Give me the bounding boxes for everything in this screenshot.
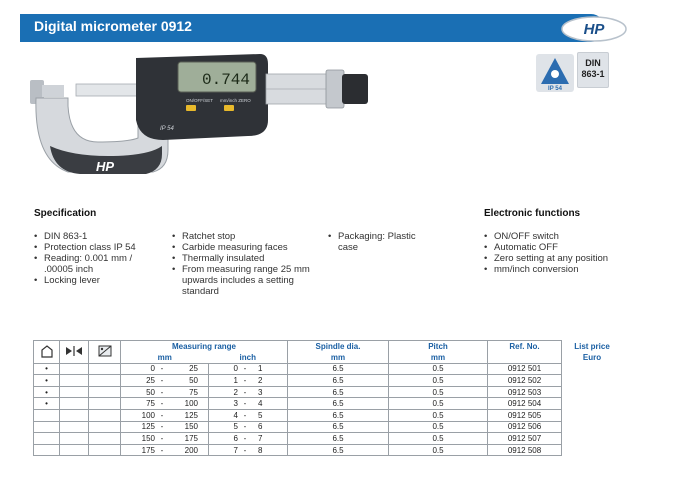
- dash-cell: -: [155, 363, 169, 375]
- pitch-unit: mm: [389, 352, 488, 364]
- price-cell: [562, 375, 623, 387]
- mm-to-cell: 150: [169, 421, 209, 433]
- empty-cell: [89, 444, 121, 456]
- pitch-header: Pitch: [389, 341, 488, 352]
- dash-cell: -: [238, 433, 252, 445]
- inch-from-cell: 5: [209, 421, 239, 433]
- spindle-cell: 6.5: [288, 421, 389, 433]
- empty-cell: [60, 375, 89, 387]
- mm-to-cell: 75: [169, 386, 209, 398]
- table-row: [34, 409, 623, 421]
- list-item: • Reading: 0.001 mm / .00005 inch: [34, 253, 159, 275]
- inch-to-cell: 1: [252, 363, 288, 375]
- btn-right-label: mm/inch ZERO: [220, 98, 251, 103]
- din-badge-line2: 863-1: [581, 69, 605, 79]
- dash-cell: -: [238, 398, 252, 410]
- specification-title: Specification: [34, 208, 97, 219]
- table-row: [34, 433, 623, 445]
- ref-no-cell: 0912 508: [488, 444, 562, 456]
- din-badge: [577, 52, 609, 88]
- header-cell: [89, 341, 121, 364]
- row-mark-cell: [34, 421, 60, 433]
- inch-to-cell: 3: [252, 386, 288, 398]
- mm-from-cell: 50: [121, 386, 156, 398]
- pitch-cell: 0.5: [389, 375, 488, 387]
- table-row: [34, 398, 623, 410]
- empty-cell: [89, 398, 121, 410]
- body-logo-text: HP: [95, 159, 115, 174]
- spindle-unit: mm: [288, 352, 389, 364]
- dash-cell: -: [155, 421, 169, 433]
- table-row: [34, 363, 623, 375]
- spec-list-col3: [328, 231, 438, 253]
- spec-list-col2: [172, 231, 312, 297]
- mm-to-cell: 50: [169, 375, 209, 387]
- price-cell: [562, 363, 623, 375]
- table-subheader-row: [34, 352, 623, 364]
- dash-cell: -: [238, 363, 252, 375]
- ref-header: Ref. No.: [488, 341, 562, 352]
- list-item: • DIN 863-1: [34, 231, 159, 242]
- dash-cell: -: [155, 375, 169, 387]
- ref-no-cell: 0912 502: [488, 375, 562, 387]
- inch-to-cell: 5: [252, 409, 288, 421]
- anvil-spindle-icon: [65, 345, 83, 357]
- empty-cell: [60, 398, 89, 410]
- ref-no-cell: 0912 501: [488, 363, 562, 375]
- mm-from-cell: 125: [121, 421, 156, 433]
- row-mark-cell: •: [34, 375, 60, 387]
- spindle-cell: 6.5: [288, 375, 389, 387]
- dash-cell: -: [155, 409, 169, 421]
- empty-cell: [89, 409, 121, 421]
- mm-from-cell: 175: [121, 444, 156, 456]
- electronic-functions-list: [484, 231, 664, 275]
- inch-to-cell: 8: [252, 444, 288, 456]
- inch-to-cell: 6: [252, 421, 288, 433]
- empty-cell: [89, 386, 121, 398]
- row-mark-cell: •: [34, 398, 60, 410]
- empty-cell: [60, 409, 89, 421]
- list-item: • Thermally insulated: [172, 253, 312, 264]
- mm-from-cell: 75: [121, 398, 156, 410]
- empty-cell: [89, 421, 121, 433]
- empty-cell: [89, 375, 121, 387]
- inch-from-cell: 2: [209, 386, 239, 398]
- dash-cell: -: [155, 398, 169, 410]
- list-item: • Ratchet stop: [172, 231, 312, 242]
- price-cell: [562, 386, 623, 398]
- spindle-cell: 6.5: [288, 444, 389, 456]
- table-row: [34, 375, 623, 387]
- empty-cell: [89, 433, 121, 445]
- inch-from-cell: 3: [209, 398, 239, 410]
- micrometer-image: [28, 50, 373, 185]
- inch-from-cell: 1: [209, 375, 239, 387]
- din-badge-line1: DIN: [585, 58, 601, 68]
- pitch-cell: 0.5: [389, 409, 488, 421]
- carbide-face-icon: [97, 344, 113, 358]
- ip54-badge-icon: [536, 54, 574, 92]
- spec-table: [33, 340, 622, 456]
- spindle-cell: 6.5: [288, 433, 389, 445]
- price-cell: [562, 421, 623, 433]
- list-item: • ON/OFF switch: [484, 231, 664, 242]
- inch-from-cell: 7: [209, 444, 239, 456]
- inch-to-cell: 7: [252, 433, 288, 445]
- row-mark-cell: [34, 433, 60, 445]
- header-cell: [34, 341, 60, 364]
- price-cell: [562, 398, 623, 410]
- price-cell: [562, 444, 623, 456]
- price-cell: [562, 409, 623, 421]
- header-cell: [60, 341, 89, 364]
- mm-to-cell: 100: [169, 398, 209, 410]
- list-item: • Carbide measuring faces: [172, 242, 312, 253]
- list-item: • Packaging: Plastic case: [328, 231, 438, 253]
- price-header: List price: [562, 341, 623, 352]
- dash-cell: -: [238, 444, 252, 456]
- pitch-cell: 0.5: [389, 386, 488, 398]
- spec-list-col1: [34, 231, 159, 286]
- mm-from-cell: 100: [121, 409, 156, 421]
- spindle-cell: 6.5: [288, 386, 389, 398]
- mm-from-cell: 150: [121, 433, 156, 445]
- ref-no-cell: 0912 507: [488, 433, 562, 445]
- mm-from-cell: 0: [121, 363, 156, 375]
- list-item: • Automatic OFF: [484, 242, 664, 253]
- empty-cell: [60, 363, 89, 375]
- mm-to-cell: 200: [169, 444, 209, 456]
- btn-left-label: ON/OFF/SET: [186, 98, 213, 103]
- dash-cell: -: [155, 433, 169, 445]
- dash-cell: -: [238, 386, 252, 398]
- mm-subheader: mm: [121, 352, 209, 364]
- spindle-header: Spindle dia.: [288, 341, 389, 352]
- table-header-row: [34, 341, 623, 352]
- inch-from-cell: 4: [209, 409, 239, 421]
- mm-to-cell: 125: [169, 409, 209, 421]
- inch-subheader: inch: [209, 352, 288, 364]
- pitch-cell: 0.5: [389, 363, 488, 375]
- empty-cell: [60, 433, 89, 445]
- ref-no-cell: 0912 503: [488, 386, 562, 398]
- inch-to-cell: 2: [252, 375, 288, 387]
- lcd-display-value: 0.744: [201, 71, 250, 89]
- pitch-cell: 0.5: [389, 421, 488, 433]
- list-item: • Locking lever: [34, 275, 159, 286]
- row-mark-cell: [34, 409, 60, 421]
- measuring-range-header: Measuring range: [121, 341, 288, 352]
- empty-cell: [60, 444, 89, 456]
- inch-from-cell: 6: [209, 433, 239, 445]
- page-title: Digital micrometer 0912: [34, 18, 192, 34]
- dash-cell: -: [238, 421, 252, 433]
- list-item: • Zero setting at any position: [484, 253, 664, 264]
- list-item: • mm/inch conversion: [484, 264, 664, 275]
- table-row: [34, 386, 623, 398]
- pitch-cell: 0.5: [389, 398, 488, 410]
- mm-to-cell: 175: [169, 433, 209, 445]
- empty-cell: [89, 363, 121, 375]
- list-item: • Protection class IP 54: [34, 242, 159, 253]
- mm-to-cell: 25: [169, 363, 209, 375]
- inch-from-cell: 0: [209, 363, 239, 375]
- spindle-cell: 6.5: [288, 363, 389, 375]
- inch-to-cell: 4: [252, 398, 288, 410]
- pitch-cell: 0.5: [389, 444, 488, 456]
- mm-from-cell: 25: [121, 375, 156, 387]
- price-unit: Euro: [562, 352, 623, 364]
- ref-no-cell: 0912 506: [488, 421, 562, 433]
- hp-logo-text: HP: [583, 21, 605, 38]
- ref-no-cell: 0912 504: [488, 398, 562, 410]
- ip-badge-label: IP 54: [548, 86, 562, 92]
- dash-cell: -: [155, 444, 169, 456]
- dash-cell: -: [238, 375, 252, 387]
- spindle-cell: 6.5: [288, 398, 389, 410]
- dash-cell: -: [155, 386, 169, 398]
- house-shape-icon: [40, 344, 54, 358]
- pitch-cell: 0.5: [389, 433, 488, 445]
- price-cell: [562, 433, 623, 445]
- row-mark-cell: [34, 444, 60, 456]
- table-row: [34, 421, 623, 433]
- empty-cell: [60, 421, 89, 433]
- dash-cell: -: [238, 409, 252, 421]
- empty-cell: [60, 386, 89, 398]
- hp-logo: [560, 15, 628, 43]
- electronic-functions-title: Electronic functions: [484, 208, 581, 219]
- body-ip-text: IP 54: [160, 126, 174, 132]
- list-item: • From measuring range 25 mm upwards includes a setting standard: [172, 264, 312, 297]
- ref-no-cell: 0912 505: [488, 409, 562, 421]
- table-row: [34, 444, 623, 456]
- spindle-cell: 6.5: [288, 409, 389, 421]
- ref-unit: [488, 352, 562, 364]
- row-mark-cell: •: [34, 363, 60, 375]
- row-mark-cell: •: [34, 386, 60, 398]
